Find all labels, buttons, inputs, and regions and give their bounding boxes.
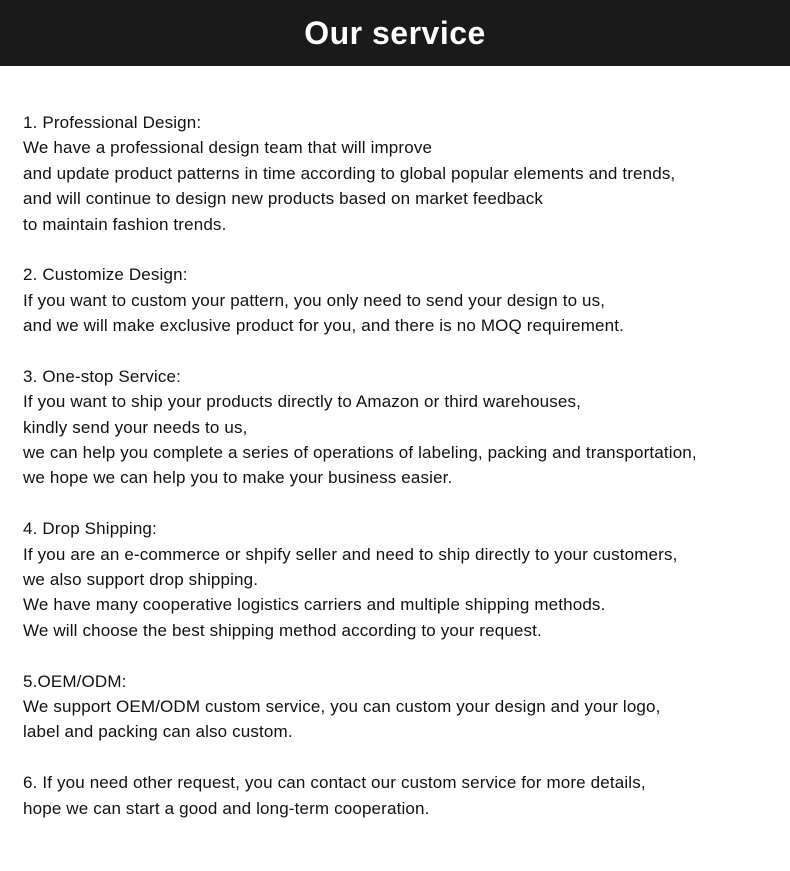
section-heading: 4. Drop Shipping: bbox=[23, 519, 157, 539]
section-text-line: and will continue to design new products based on market feedback bbox=[23, 189, 544, 209]
section-text-line: we can help you complete a series of operations of labeling, packing and transportation, bbox=[23, 443, 697, 463]
section-other-request bbox=[23, 770, 783, 821]
section-text-line: We have many cooperative logistics carriers and multiple shipping methods. bbox=[23, 595, 606, 615]
section-text-line: If you are an e-commerce or shpify seller and need to ship directly to your customers, bbox=[23, 544, 678, 564]
section-heading: 5.OEM/ODM: bbox=[23, 671, 127, 691]
section-one-stop-service bbox=[23, 364, 783, 491]
section-oem-odm bbox=[23, 669, 783, 745]
section-text-line: to maintain fashion trends. bbox=[23, 214, 227, 234]
section-heading: 3. One-stop Service: bbox=[23, 366, 181, 386]
page-header bbox=[0, 0, 790, 66]
section-heading: 6. If you need other request, you can contact our custom service for more details, bbox=[23, 773, 646, 793]
section-text-line: We have a professional design team that will improve bbox=[23, 138, 433, 158]
section-text-line: label and packing can also custom. bbox=[23, 722, 293, 742]
page-title: Our service bbox=[304, 15, 486, 51]
section-text-line: hope we can start a good and long-term cooperation. bbox=[23, 798, 430, 818]
section-text-line: We support OEM/ODM custom service, you can custom your design and your logo, bbox=[23, 696, 661, 716]
section-drop-shipping bbox=[23, 516, 783, 643]
section-text-line: We will choose the best shipping method according to your request. bbox=[23, 620, 542, 640]
section-text-line: we also support drop shipping. bbox=[23, 570, 259, 590]
section-heading: 1. Professional Design: bbox=[23, 113, 202, 132]
section-customize-design bbox=[23, 262, 783, 338]
section-text-line: we hope we can help you to make your business easier. bbox=[23, 468, 453, 488]
section-text-line: and we will make exclusive product for you, and there is no MOQ requirement. bbox=[23, 316, 625, 336]
section-text-line: If you want to custom your pattern, you only need to send your design to us, bbox=[23, 290, 606, 310]
section-text-line: If you want to ship your products directly to Amazon or third warehouses, bbox=[23, 392, 582, 412]
section-heading: 2. Customize Design: bbox=[23, 265, 188, 285]
section-text-line: kindly send your needs to us, bbox=[23, 417, 248, 437]
section-professional-design bbox=[23, 110, 783, 237]
service-content bbox=[23, 110, 783, 846]
section-text-line: and update product patterns in time according to global popular elements and trends, bbox=[23, 163, 676, 183]
